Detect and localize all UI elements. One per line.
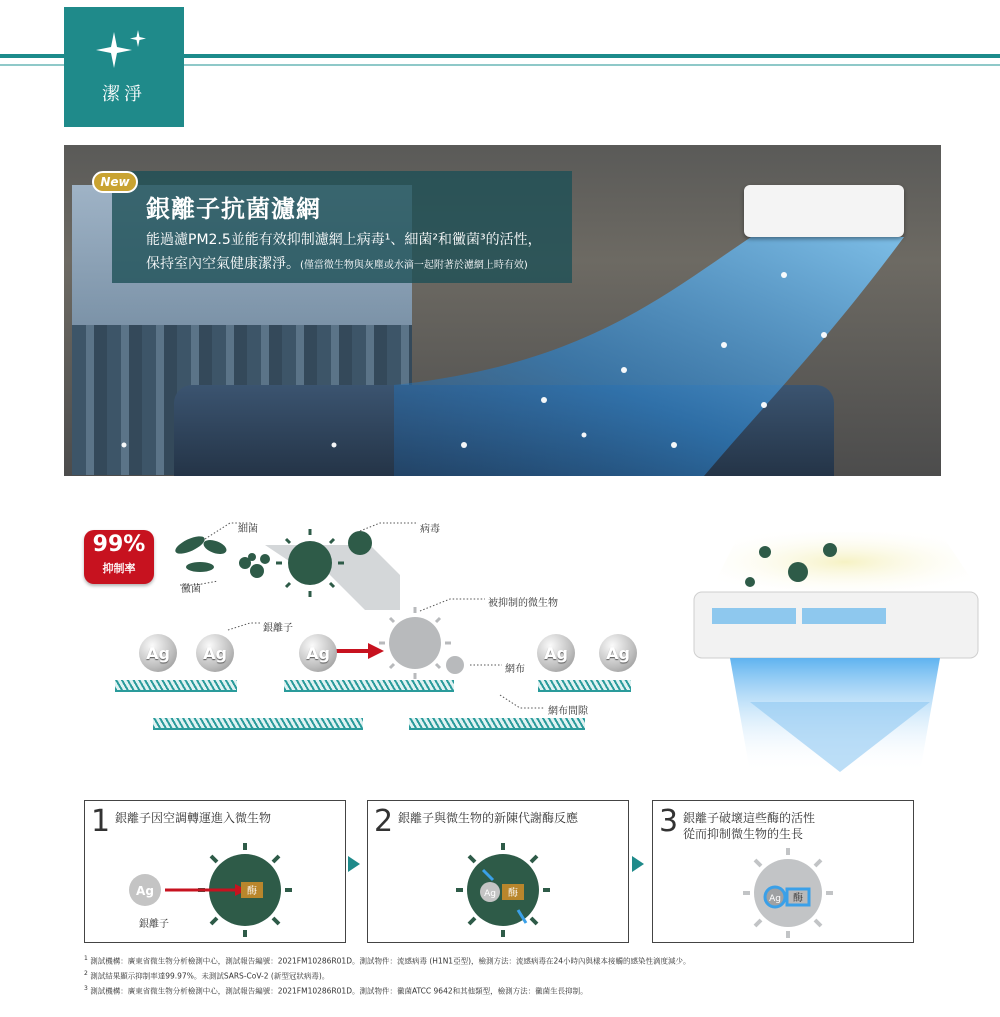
step-arrow	[348, 856, 360, 872]
step-title: 銀離子因空調轉運進入微生物	[115, 811, 272, 825]
hero-desc-main: 保持室內空氣健康潔淨。	[146, 256, 300, 272]
footnote-mark: 2	[84, 970, 88, 977]
hero-desc-line1: 能過濾PM2.5並能有效抑制濾網上病毒¹、細菌²和黴菌³的活性，	[146, 232, 542, 248]
step-2-illustration	[438, 835, 568, 939]
label-silver-ion: 銀離子	[263, 623, 293, 634]
label-bacteria: 細菌	[238, 524, 258, 535]
label-cloth: 網布	[505, 664, 525, 675]
step-title: 銀離子破壞這些酶的活性	[683, 811, 816, 825]
step-card-3	[652, 800, 914, 943]
footnote	[84, 985, 588, 997]
svg-text:酶: 酶	[508, 888, 518, 899]
svg-text:酶: 酶	[247, 886, 257, 897]
step-card-2	[367, 800, 629, 943]
svg-text:Ag: Ag	[136, 884, 154, 898]
filter-mesh	[115, 680, 237, 692]
label-virus: 病毒	[420, 524, 440, 535]
ag-ion: Ag	[139, 634, 177, 672]
filter-mesh	[153, 718, 363, 730]
footnote-mark: 3	[84, 985, 88, 992]
footnote-text: 測試機構：廣東省微生物分析檢測中心，測試報告編號：2021FM10286R01D。測試物件：黴菌ATCC 9642和其他類型，檢測方法：黴菌生長抑制。	[90, 986, 588, 996]
ac-filter-illustration	[690, 522, 990, 782]
hero-desc-line2	[146, 253, 528, 273]
filter-mesh	[284, 680, 454, 692]
step-title: 銀離子與微生物的新陳代謝酶反應	[398, 811, 579, 825]
rate-value: 99%	[92, 532, 146, 557]
filter-mesh	[409, 718, 585, 730]
footnote-text: 測試結果顯示抑制率達99.97%。未測試SARS-CoV-2 (新型冠狀病毒)。	[90, 971, 330, 981]
step-3-illustration	[723, 841, 863, 941]
hero-image	[64, 145, 941, 476]
footnote-mark: 1	[84, 955, 88, 962]
air-conditioner	[744, 185, 904, 237]
sparkle-icon	[92, 28, 156, 72]
footnote	[84, 970, 329, 982]
label-suppressed: 被抑制的微生物	[488, 598, 558, 609]
ag-ion: Ag	[299, 634, 337, 672]
step-arrow	[632, 856, 644, 872]
ag-ion: Ag	[196, 634, 234, 672]
hero-desc-note: (僅當微生物與灰塵或水滴一起附著於濾網上時有效)	[300, 260, 528, 271]
svg-text:Ag: Ag	[769, 894, 781, 904]
rate-label: 抑制率	[102, 562, 136, 575]
step-card-1	[84, 800, 346, 943]
hero-title: 銀離子抗菌濾網	[146, 195, 321, 223]
step-number: 3	[659, 804, 679, 839]
ag-ion: Ag	[537, 634, 575, 672]
svg-text:Ag: Ag	[484, 889, 496, 899]
footnote	[84, 955, 691, 967]
step-number: 1	[91, 804, 111, 839]
new-badge: New	[92, 171, 138, 193]
ag-ion: Ag	[599, 634, 637, 672]
step-subtitle: 從而抑制微生物的生長	[683, 827, 804, 841]
clean-badge	[64, 7, 184, 127]
svg-text:酶: 酶	[793, 893, 803, 904]
badge-label: 潔淨	[102, 84, 146, 105]
label-gap: 網布間隙	[548, 706, 588, 717]
label-mold: 黴菌	[181, 584, 201, 595]
inhibition-rate-badge	[84, 530, 154, 584]
filter-mesh	[538, 680, 631, 692]
step-number: 2	[374, 804, 394, 839]
step-1-sublabel: 銀離子	[139, 919, 169, 930]
footnote-text: 測試機構：廣東省微生物分析檢測中心，測試報告編號：2021FM10286R01D。測試物件：流感病毒 (H1N1亞型)，檢測方法：流感病毒在24小時內與樣本接觸的感染性滴度減少。	[90, 956, 691, 966]
